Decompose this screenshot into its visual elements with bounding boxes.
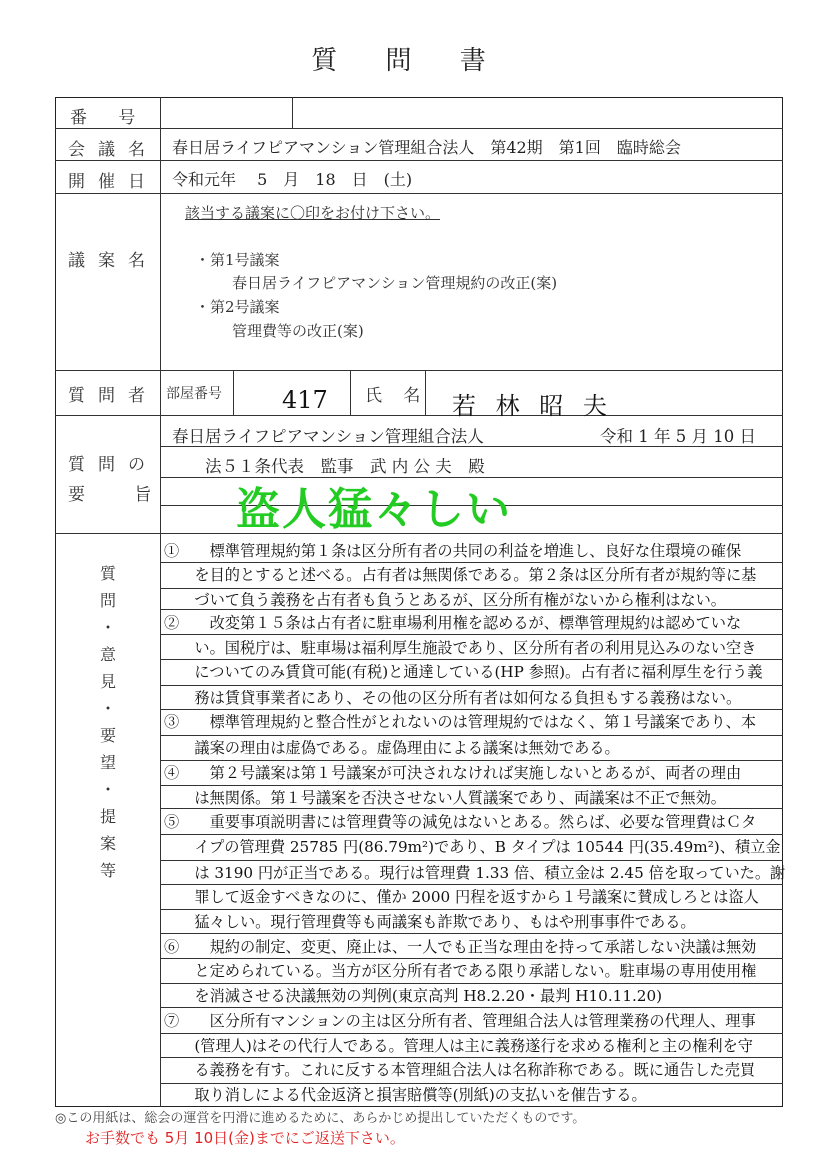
- rule: [160, 834, 783, 835]
- question-line: は 3190 円が正当である。現行は管理費 1.33 倍、積立金は 2.45 倍を取っていた。謝: [164, 864, 786, 882]
- vertical-char-6: ・: [99, 699, 116, 718]
- question-line: い。国税庁は、駐車場は福利厚生施設であり、区分所有者の利用見込みのない空き: [164, 639, 757, 657]
- vertical-char-8: 望: [99, 753, 116, 772]
- rule: [160, 97, 161, 1107]
- vertical-char-9: ・: [99, 780, 116, 799]
- question-line: についてのみ賃貸可能(有税)と通達している(HP 参照)。占有者に福利厚生を行う義: [164, 663, 763, 681]
- agenda-item1-body: 春日居ライフピアマンション管理規約の改正(案): [232, 274, 558, 292]
- vertical-char-4: 意: [99, 645, 116, 664]
- vertical-char-10: 提: [99, 807, 116, 826]
- vertical-char-3: ・: [99, 618, 116, 637]
- summary-line1-right: 令和 1 年 5 月 10 日: [600, 427, 756, 446]
- label-questioner: 質問者: [68, 386, 158, 406]
- question-line: と定められている。当方が区分所有者である限り承諾しない。駐車場の専用使用権: [164, 962, 757, 980]
- rule: [160, 659, 783, 660]
- label-summary-1: 質問の: [68, 455, 158, 475]
- question-line: を消滅させる決議無効の判例(東京高判 H8.2.20・最判 H10.11.20): [164, 987, 663, 1005]
- question-line: ⑥ 規約の制定、変更、廃止は、一人でも正当な理由を持って承諾しない決議は無効: [164, 938, 757, 956]
- rule: [160, 735, 783, 736]
- rule: [160, 808, 783, 809]
- room-value: 417: [282, 386, 328, 414]
- label-date: 開催日: [68, 172, 158, 192]
- question-line: ② 改変第１５条は占有者に駐車場利用権を認めるが、標準管理規約は認めていな: [164, 614, 742, 632]
- question-line: 務は賃貸事業者にあり、その他の区分所有者は如何なる負担もする義務はない。: [164, 689, 742, 707]
- label-questions-vertical: [97, 560, 119, 884]
- question-line: ⑤ 重要事項説明書には管理費等の減免はないとある。然らば、必要な管理費はＣタ: [164, 813, 757, 831]
- question-line: 猛々しい。現行管理費等も両議案も詐欺であり、もはや刑事事件である。: [164, 913, 696, 931]
- vertical-char-11: 案: [99, 834, 116, 853]
- summary-line2: 法５１条代表 監事 武 内 公 夫 殿: [205, 457, 485, 476]
- date-value: 令和元年 5 月 18 日 (土): [172, 170, 413, 189]
- rule: [160, 760, 783, 761]
- vertical-char-12: 等: [99, 861, 116, 880]
- question-line: を目的とすると述べる。占有者は無関係である。第２条は区分所有者が規約等に基: [164, 566, 757, 584]
- question-line: 議案の理由は虚偽である。虚偽理由による議案は無効である。: [164, 739, 620, 757]
- rule: [160, 884, 783, 885]
- rule: [160, 983, 783, 984]
- rule: [160, 1033, 783, 1034]
- question-line: ⑦ 区分所有マンションの主は区分所有者、管理組合法人は管理業務の代理人、理事: [164, 1012, 756, 1030]
- vertical-char-1: 質: [99, 564, 116, 583]
- vertical-char-7: 要: [99, 726, 116, 745]
- rule: [160, 909, 783, 910]
- rule: [55, 370, 783, 371]
- label-name: 氏 名: [365, 386, 429, 406]
- rule: [160, 1007, 783, 1008]
- question-line: ④ 第２号議案は第１号議案が可決されなければ実施しないとあるが、両者の理由: [164, 764, 742, 782]
- rule: [55, 128, 783, 129]
- rule: [160, 634, 783, 635]
- rule: [55, 160, 783, 161]
- name-value: 若 林 昭 夫: [452, 392, 613, 420]
- rule: [350, 370, 351, 415]
- summary-line1-left: 春日居ライフピアマンション管理組合法人: [172, 427, 484, 446]
- question-line: (管理人)はその代行人である。管理人は主に義務遂行を求める権利と主の権利を守: [164, 1037, 753, 1055]
- rule: [160, 958, 783, 959]
- agenda-item2-head[interactable]: ・第2号議案: [195, 298, 280, 316]
- page-title: 質 問 書: [311, 46, 506, 76]
- rule: [160, 785, 783, 786]
- question-line: る義務を有す。これに反する本管理組合法人は名称詐称である。既に通告した売買: [164, 1061, 756, 1079]
- question-line: イプの管理費 25785 円(86.79m²)であり、B タイプは 10544 円(35.49m²)、積立金: [164, 838, 781, 856]
- rule: [160, 1057, 783, 1058]
- rule: [160, 709, 783, 710]
- question-line: づいて負う義務を占有者も負うとあるが、区分所有権がないから権利はない。: [164, 591, 726, 609]
- question-line: 取り消しによる代金返済と損害賠償等(別紙)の支払いを催告する。: [164, 1086, 647, 1104]
- rule: [160, 685, 783, 686]
- rule: [233, 370, 234, 415]
- agenda-instruction: 該当する議案に〇印をお付け下さい。: [185, 204, 441, 222]
- green-annotation: 盗人猛々しい: [236, 484, 512, 535]
- agenda-item2-body: 管理費等の改正(案): [232, 322, 364, 340]
- label-room: 部屋番号: [166, 386, 222, 402]
- label-agenda: 議案名: [68, 251, 158, 271]
- question-line: 罪して返金すべきなのに、僅か 2000 円程を返すから１号議案に賛成しろとは盗人: [164, 888, 759, 906]
- rule: [160, 562, 783, 563]
- footer-deadline: お手数でも 5月 10日(金)までにご返送下さい。: [85, 1129, 405, 1147]
- label-number: 番 号: [70, 108, 149, 128]
- rule: [160, 933, 783, 934]
- footer-note: ◎この用紙は、総会の運営を円滑に進めるために、あらかじめ提出していただくものです。: [55, 1111, 586, 1126]
- vertical-char-5: 見: [99, 672, 116, 691]
- rule: [292, 97, 293, 128]
- question-line: は無関係。第１号議案を否決させない人質議案であり、両議案は不正で無効。: [164, 789, 726, 807]
- meeting-value: 春日居ライフピアマンション管理組合法人 第42期 第1回 臨時総会: [172, 138, 681, 157]
- agenda-item1-head[interactable]: ・第1号議案: [195, 251, 280, 269]
- question-line: ① 標準管理規約第１条は区分所有者の共同の利益を増進し、良好な住環境の確保: [164, 542, 742, 560]
- rule: [55, 415, 783, 416]
- question-line: ③ 標準管理規約と整合性がとれないのは管理規約ではなく、第１号議案であり、本: [164, 713, 757, 731]
- label-meeting: 会議名: [68, 140, 158, 160]
- vertical-char-2: 問: [99, 591, 116, 610]
- label-summary-2: 要 旨: [68, 485, 174, 505]
- rule: [160, 860, 783, 861]
- rule: [55, 193, 783, 194]
